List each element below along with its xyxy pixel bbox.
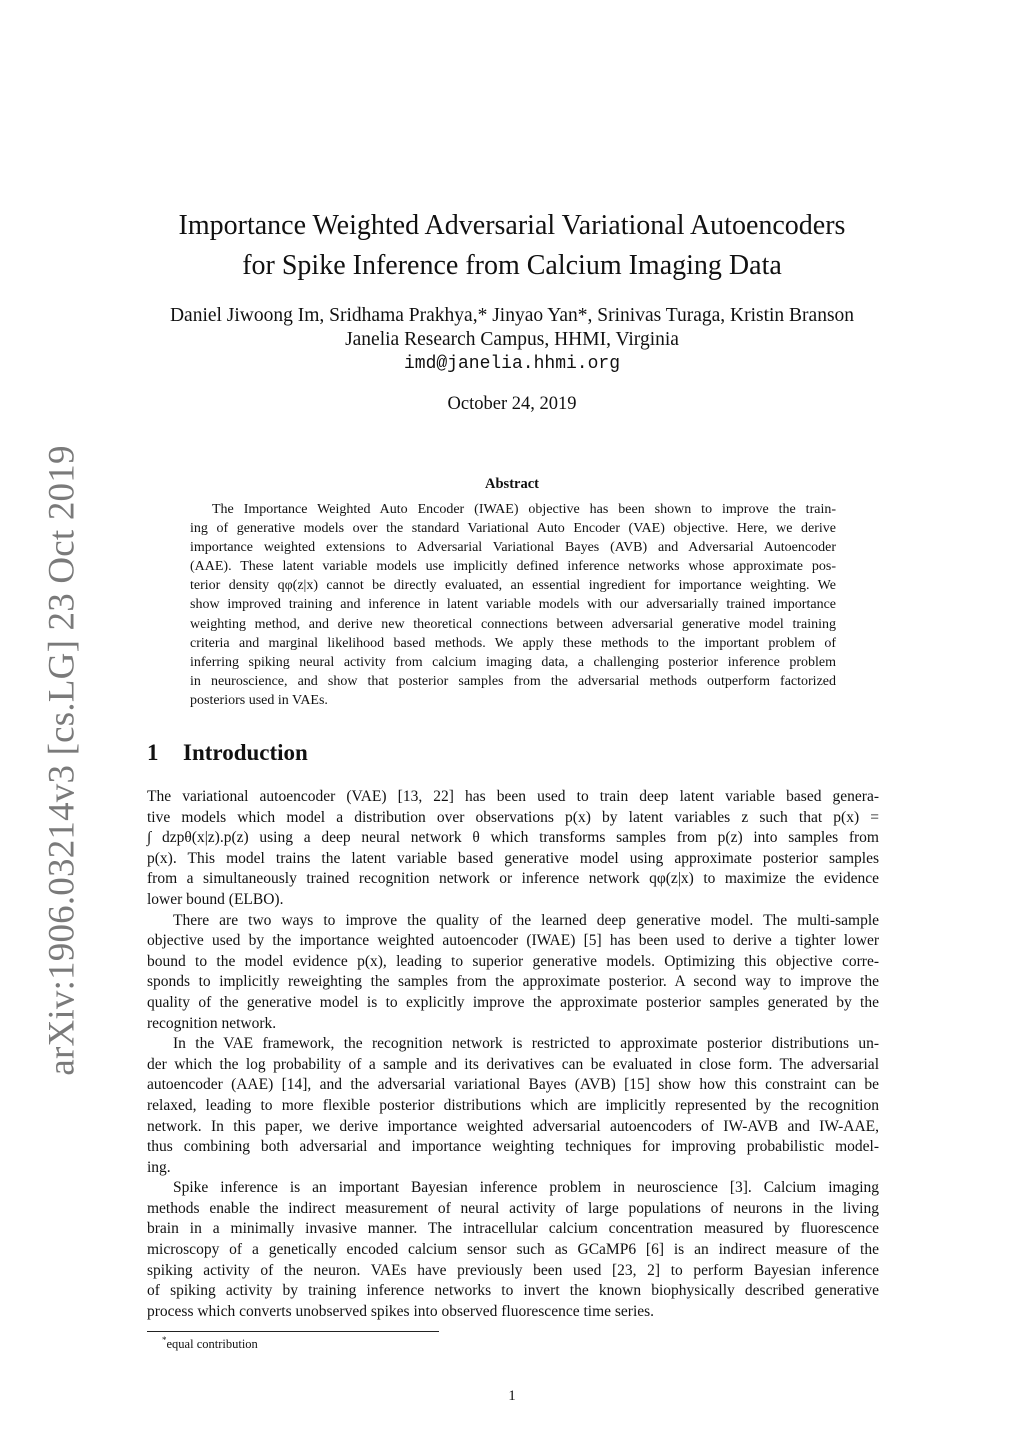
paragraph-line: Spike inference is an important Bayesian inference problem in neuroscience [3]. Calcium imaging <box>173 1179 879 1197</box>
abstract-line: inferring spiking neural activity from calcium imaging data, a challenging posterior inference problem <box>190 654 836 670</box>
abstract-heading: Abstract <box>485 476 539 492</box>
paragraph-line: autoencoder (AAE) [14], and the adversarial variational Bayes (AVB) [15] show how this constraint can be <box>147 1076 879 1094</box>
author-email[interactable]: imd@janelia.hhmi.org <box>403 354 621 374</box>
paragraph-line: recognition network. <box>147 1014 277 1032</box>
paragraph-line: network. In this paper, we derive importance weighted adversarial autoencoders of IW-AVB and IW-AAE, <box>147 1117 879 1135</box>
paragraph <box>147 911 879 1035</box>
paragraph-line: der which the log probability of a sample and its derivatives can be evaluated in close form. The adversarial <box>147 1055 879 1073</box>
paragraph-line: p(x). This model trains the latent variable based generative model using approximate posterior samples <box>147 849 879 867</box>
paragraph-line: brain in a minimally invasive manner. The intracellular calcium concentration measured by fluorescence <box>147 1220 879 1238</box>
title-line-1: Importance Weighted Adversarial Variational Autoencoders <box>178 210 846 241</box>
abstract-line: in neuroscience, and show that posterior samples from the adversarial methods outperform factorized <box>190 673 836 689</box>
abstract-body <box>190 500 836 710</box>
paragraph-line: The variational autoencoder (VAE) [13, 22] has been used to train deep latent variable based genera- <box>147 788 879 805</box>
paragraph-line: ∫ dzpθ(x|z).p(z) using a deep neural network θ which transforms samples from p(z) into samples from <box>147 829 879 847</box>
paragraph-line: objective used by the importance weighted autoencoder (IWAE) [5] has been used to derive a tighter lower <box>147 932 879 950</box>
arxiv-identifier-text: arXiv:1906.03214v3 [cs.LG] 23 Oct 2019 <box>41 444 83 1076</box>
abstract-line: importance weighted extensions to Adversarial Variational Bayes (AVB) and Adversarial Autoencoder <box>190 540 836 556</box>
paragraph-line: relaxed, leading to more flexible posterior distributions which are implicitly represented by the recognition <box>147 1096 879 1114</box>
section-heading <box>147 740 308 766</box>
author-affiliation: Janelia Research Campus, HHMI, Virginia <box>345 329 679 350</box>
paragraph-line: bound to the model evidence p(x), leading to superior generative models. Optimizing this objective corre- <box>147 952 879 970</box>
paragraph <box>147 1034 879 1178</box>
abstract-line: (AAE). These latent variable models use implicitly defined inference networks whose approximate pos- <box>190 559 836 575</box>
paragraph-line: There are two ways to improve the quality of the learned deep generative model. The multi-sample <box>173 911 879 929</box>
paragraph-line: tive models which model a distribution over observations p(x) by latent variables z such that p(x) = <box>147 808 879 826</box>
arxiv-identifier-stamp <box>32 440 92 1080</box>
footnote <box>162 1335 258 1352</box>
footnote-mark: * <box>162 1335 167 1345</box>
abstract-line: criteria and marginal likelihood based methods. We apply these methods to the important problem of <box>190 635 836 651</box>
paragraph-line: microscopy of a genetically encoded calcium sensor such as GCaMP6 [6] is an indirect measure of the <box>147 1241 879 1259</box>
footnote-divider <box>147 1331 439 1332</box>
paragraph <box>147 1178 879 1322</box>
abstract-line: ing of generative models over the standard Variational Auto Encoder (VAE) objective. Here, we derive <box>190 521 836 537</box>
paragraph-line: sponds to implicitly reweighting the samples from the approximate posterior. A second way to improve the <box>147 973 879 991</box>
paragraph-line: from a simultaneously trained recognition network or inference network qφ(z|x) to maximize the evidence <box>147 870 879 888</box>
paragraph-line: ing. <box>147 1158 171 1176</box>
footnote-text: equal contribution <box>166 1337 258 1352</box>
section-title: Introduction <box>183 740 308 765</box>
title-line-2: for Spike Inference from Calcium Imaging Data <box>242 250 782 281</box>
paragraph-line: quality of the generative model is to explicitly improve the approximate posterior samples generated by the <box>147 993 879 1011</box>
abstract-line: weighting method, and derive new theoretical connections between adversarial generative model training <box>190 616 836 632</box>
introduction-body <box>147 787 879 1322</box>
paragraph <box>147 787 879 911</box>
author-names: Daniel Jiwoong Im, Sridhama Prakhya,* Jinyao Yan*, Srinivas Turaga, Kristin Branson <box>169 305 855 326</box>
paragraph-line: methods enable the indirect measurement of neural activity of large populations of neurons in the living <box>147 1199 879 1217</box>
abstract-line: show improved training and inference in latent variable models with our adversarially trained importance <box>190 597 836 613</box>
paragraph-line: lower bound (ELBO). <box>147 890 284 908</box>
paragraph-line: thus combining both adversarial and importance weighting techniques for improving probabilistic model- <box>147 1138 879 1156</box>
abstract-line: terior density qφ(z|x) cannot be directly evaluated, an essential ingredient for importance weighting. We <box>190 578 836 594</box>
paragraph-line: of spiking activity by training inference networks to invert the known biophysically described generative <box>147 1282 879 1300</box>
paper-title <box>100 206 924 286</box>
paper-date: October 24, 2019 <box>447 394 577 414</box>
paragraph-line: spiking activity of the neuron. VAEs have previously been used [23, 2] to perform Bayesian inference <box>147 1261 879 1279</box>
paragraph-line: In the VAE framework, the recognition network is restricted to approximate posterior distributions un- <box>173 1035 879 1053</box>
abstract-line: The Importance Weighted Auto Encoder (IWAE) objective has been shown to improve the train- <box>212 502 836 517</box>
section-number: 1 <box>147 740 159 765</box>
paragraph-line: process which converts unobserved spikes into observed fluorescence time series. <box>147 1302 655 1320</box>
abstract-line: posteriors used in VAEs. <box>190 692 328 708</box>
page-number: 1 <box>508 1388 516 1404</box>
author-block <box>100 304 924 376</box>
